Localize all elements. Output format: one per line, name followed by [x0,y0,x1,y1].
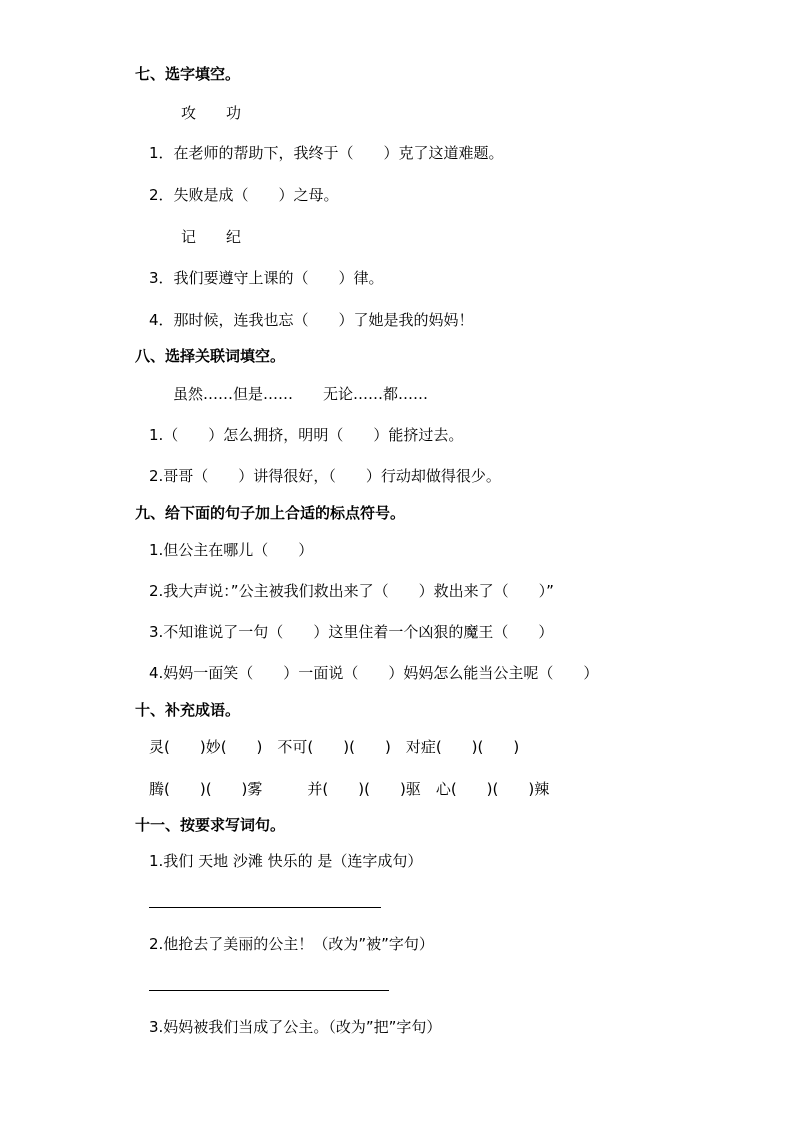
section-8-word-options: 虽然……但是…… 无论……都…… [173,385,429,403]
section-10-idiom-row-1: 灵( )妙( ) 不可( )( ) 对症( )( ) [149,738,520,756]
section-8-question-2: 2.哥哥（ ）讲得很好，（ ）行动却做得很少。 [149,467,501,485]
section-11-title: 十一、按要求写词句。 [135,816,286,834]
section-9-question-1: 1.但公主在哪儿（ ） [149,541,314,559]
section-7-question-4: 4．那时候，连我也忘（ ）了她是我的妈妈！ [149,311,474,329]
section-8-question-1: 1.（ ）怎么拥挤，明明（ ）能挤过去。 [149,426,464,444]
section-9-question-4: 4.妈妈一面笑（ ）一面说（ ）妈妈怎么能当公主呢（ ） [149,664,599,682]
section-10-title: 十、补充成语。 [135,701,241,719]
section-9-question-2: 2.我大声说：”公主被我们救出来了（ ）救出来了（ ）” [149,582,554,600]
section-11-question-1: 1.我们 天地 沙滩 快乐的 是（连字成句） [149,852,423,870]
section-10-idiom-row-2: 腾( )( )雾 并( )( )驱 心( )( )辣 [149,780,550,798]
section-7-question-1: 1．在老师的帮助下，我终于（ ）克了这道难题。 [149,144,504,162]
section-11-question-3: 3.妈妈被我们当成了公主。（改为”把”字句） [149,1018,442,1036]
section-7-question-2: 2．失败是成（ ）之母。 [149,186,339,204]
section-7-choice-group-1: 攻 功 [181,104,242,122]
section-9-question-3: 3.不知谁说了一句（ ）这里住着一个凶狠的魔王（ ） [149,623,554,641]
answer-line-2 [149,990,389,991]
section-7-question-3: 3．我们要遵守上课的（ ）律。 [149,269,384,287]
section-9-title: 九、给下面的句子加上合适的标点符号。 [135,504,406,522]
section-8-title: 八、选择关联词填空。 [135,347,286,365]
section-7-choice-group-2: 记 纪 [181,228,242,246]
answer-line-1 [149,907,381,908]
section-7-title: 七、选字填空。 [135,65,241,83]
section-11-question-2: 2.他抢去了美丽的公主！（改为”被”字句） [149,935,434,953]
